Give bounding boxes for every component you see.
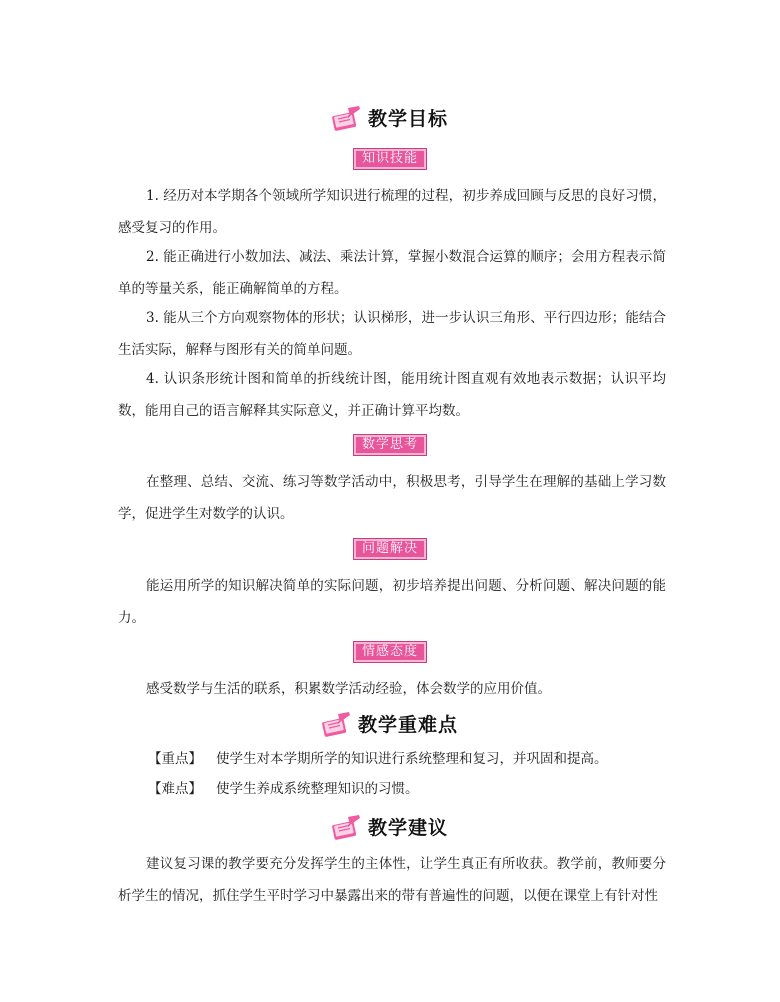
section-title: 教学重难点 bbox=[357, 714, 458, 736]
section-title: 教学目标 bbox=[367, 108, 448, 130]
book-pencil-icon bbox=[332, 105, 362, 131]
section-difficulties-header bbox=[0, 710, 780, 737]
knowledge-item-2: 2. 能正确进行小数加法、减法、乘法计算，掌握小数混合运算的顺序；会用方程表示简单的等量关系，能正确解简单的方程。 bbox=[118, 249, 666, 297]
section-suggestions-header bbox=[0, 813, 780, 840]
badge-knowledge: 知识技能 bbox=[353, 148, 427, 170]
difficult-point-label: 【难点】 bbox=[148, 781, 202, 797]
badge-problem-wrap bbox=[0, 538, 780, 560]
difficult-point-row bbox=[148, 777, 419, 801]
attitude-text: 感受数学与生活的联系，积累数学活动经验，体会数学的应用价值。 bbox=[146, 681, 551, 697]
badge-thinking-wrap bbox=[0, 434, 780, 456]
key-point-row bbox=[148, 747, 608, 771]
knowledge-item-4: 4. 认识条形统计图和简单的折线统计图，能用统计图直观有效地表示数据；认识平均数，能用自己的语言解释其实际意义，并正确计算平均数。 bbox=[118, 371, 666, 419]
knowledge-item-3: 3. 能从三个方向观察物体的形状；认识梯形，进一步认识三角形、平行四边形；能结合生活实际，解释与图形有关的简单问题。 bbox=[118, 310, 666, 358]
suggestion-text: 建议复习课的教学要充分发挥学生的主体性，让学生真正有所收获。教学前，教师要分析学生的情况，抓住学生平时学习中暴露出来的带有普遍性的问题，以便在课堂上有针对性 bbox=[118, 856, 666, 904]
thinking-text: 在整理、总结、交流、练习等数学活动中，积极思考，引导学生在理解的基础上学习数学，促进学生对数学的认识。 bbox=[118, 474, 666, 522]
key-point-label: 【重点】 bbox=[148, 751, 202, 767]
difficult-point-text: 使学生养成系统整理知识的习惯。 bbox=[216, 781, 419, 797]
knowledge-item-1: 1. 经历对本学期各个领域所学知识进行梳理的过程，初步养成回顾与反思的良好习惯，感受复习的作用。 bbox=[118, 188, 666, 236]
badge-problem: 问题解决 bbox=[353, 538, 427, 560]
section-goals-header bbox=[0, 104, 780, 131]
badge-attitude-wrap bbox=[0, 641, 780, 663]
book-pencil-icon bbox=[322, 711, 352, 737]
book-pencil-icon bbox=[332, 814, 362, 840]
badge-knowledge-wrap bbox=[0, 148, 780, 170]
section-title: 教学建议 bbox=[367, 817, 448, 839]
key-point-text: 使学生对本学期所学的知识进行系统整理和复习，并巩固和提高。 bbox=[216, 751, 608, 767]
problem-text: 能运用所学的知识解决简单的实际问题，初步培养提出问题、分析问题、解决问题的能力。 bbox=[118, 578, 666, 626]
badge-thinking: 数学思考 bbox=[353, 434, 427, 456]
badge-attitude: 情感态度 bbox=[353, 641, 427, 663]
